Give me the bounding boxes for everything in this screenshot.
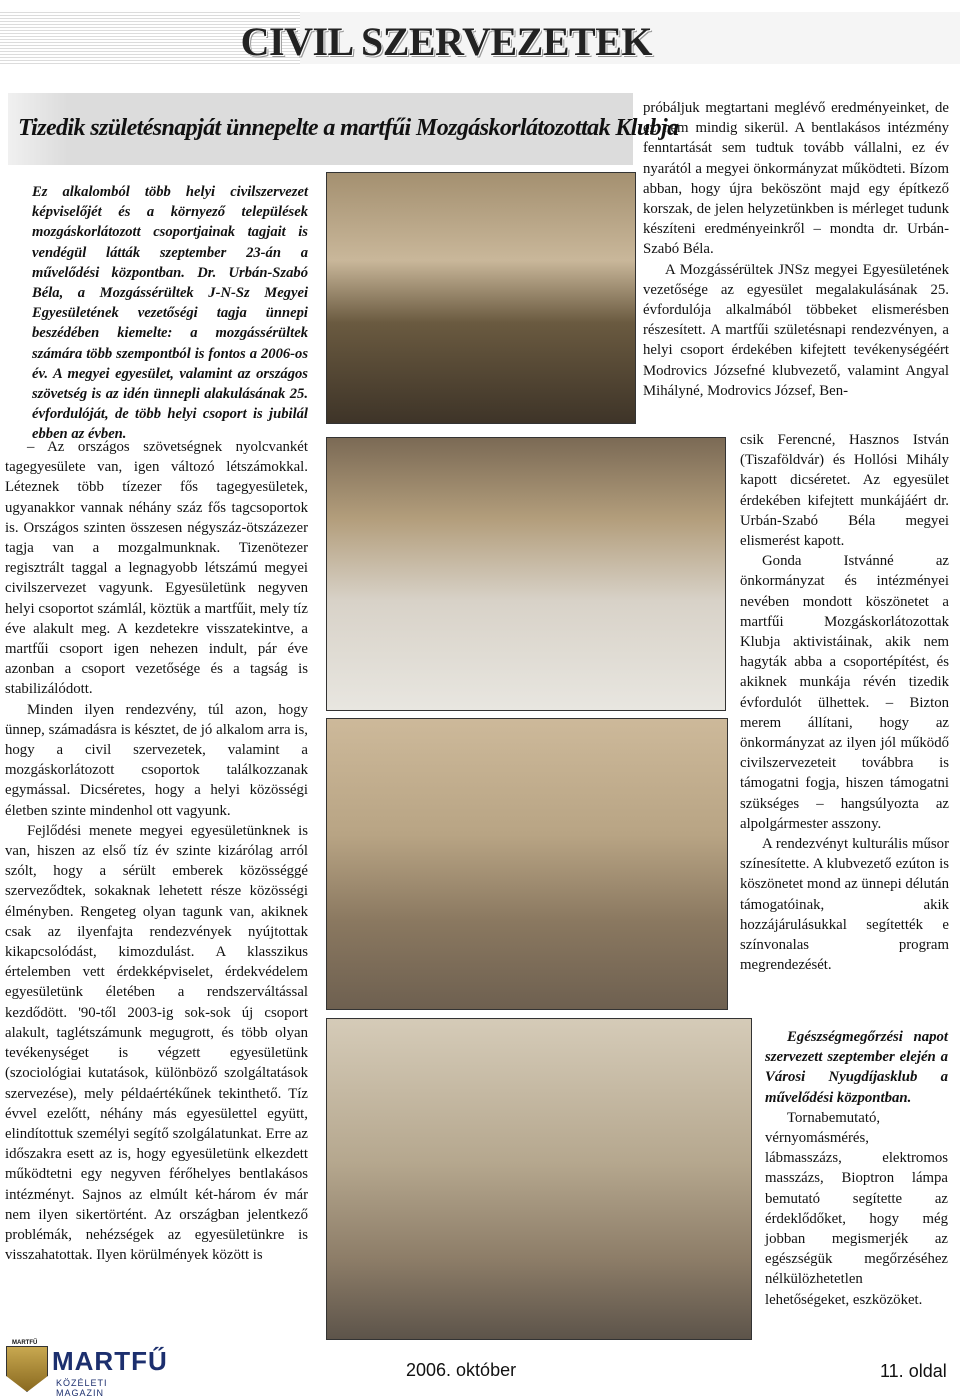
- section-title: CIVIL SZERVEZETEK: [240, 19, 652, 64]
- guests-photo: [326, 718, 728, 1010]
- crest-label: MARTFŰ: [12, 1340, 38, 1346]
- right-paragraph: csik Ferencné, Hasznos István (Tiszaföldvár) és Hollósi Mihály kapott dicséretet. Az egyesület érdekében kifejtett munkájáért dr. Urbán-Szabó Béla megyei elismerést kapott.: [740, 432, 949, 550]
- page-number: 11. oldal: [880, 1361, 947, 1381]
- right-column-top: [643, 98, 949, 401]
- health-day-lead: Egészségmegőrzési napot szervezett szeptember elején a Városi Nyugdíjasklub a művelődési központban.: [765, 1029, 948, 1106]
- left-paragraph: – Az országos szövetségnek nyolcvankét tagegyesülete van, igen változó létszámokkal. Léteznek több tízezer fős tagegyesületek, ugyanakkor vannak néhány száz fős tagcsoportok is. Országos szinten összesen négyszáz-ötszázezer tagja van a mozgalmunknak. Tizenötezer regisztrált taggal a legnagyobb létszámú megyei civilszervezet vagyunk. Egyesületünk negyven helyi csoportot számlál, köztük a martfűit, mely tíz éve alakult meg. A kezdetekre visszatekintve, a martfűi csoport igen nehezen indult, pár éve azonban a csoport vezetősége és a tagság is stabilizálódott.: [5, 439, 308, 698]
- right-paragraph: A rendezvényt kulturális műsor színesítette. A klubvezető ezúton is köszönetet mond az ünnepi délután támogatóinak, akik hozzájárulásukkal segítették e színvonalas program megrendezését.: [740, 836, 949, 974]
- issue-date: 2006. október: [406, 1360, 517, 1380]
- health-day-photo: [326, 1018, 752, 1340]
- crest-icon: [6, 1346, 48, 1392]
- health-day-body: Tornabemutató, vérnyomásmérés, lábmasszázs, elektromos masszázs, Bioptron lámpa bemutató segítette az érdeklődőket, hogy még jobban megismerjék az egészségük megőrzéséhez nélkülözhetetlen lehetőségeket, eszközöket.: [765, 1109, 948, 1308]
- right-paragraph: A Mozgássérültek JNSz megyei Egyesületének vezetősége az egyesület megalakulásának 25. évfordulója alkalmából többeket elismerésben részesített. A martfűi születésnapi rendezvényen, a helyi csoport érdekében kifejtett tevékenységéért Modrovics Józsefné klubvezető, valamint Angyal Mihályné, Modrovics József, Ben-: [643, 261, 949, 399]
- right-paragraph: Gonda Istvánné az önkormányzat és intézményei nevében mondott köszönetet a martfűi Mozgáskorlátozottak Klubja aktivistáinak, akik nem hagyták abba a csoportépítést, és akiknek munkája révén tizedik évfordulót ülhettek. – Bizton merem állítani, hogy az önkormányzat az ilyen jól működő civilszervezeteit továbbra is támogatni fogja, hiszen támogatni szükséges – hangsúlyozta az alpolgármester asszony.: [740, 553, 949, 832]
- article-title-bar: [8, 93, 679, 165]
- article-lead: Ez alkalomból több helyi civilszervezet képviselőjét és a környező települések mozgáskorlátozott csoportjainak tagjait is vendégül látták szeptember 23-án a művelődési központban. Dr. Urbán-Szabó Béla, a Mozgássérültek J-N-Sz Megyei Egyesületének vezetőségi tagja ünnepi beszédében kiemelte: a mozgássérültek számára több szempontból is fontos a 2006-os év. A megyei egyesület, valamint az országos szövetség is az idén ünnepli alakulásának 25. évfordulóját, de több helyi csoport is jubilál ebben az évben.: [32, 184, 308, 443]
- magazine-logo: [6, 1340, 168, 1398]
- health-day-column: [765, 1027, 948, 1310]
- right-column-middle: [740, 430, 949, 975]
- left-column: [5, 437, 308, 1265]
- article-title: Tizedik születésnapját ünnepelte a martfűi Mozgáskorlátozottak Klubja: [18, 115, 679, 141]
- left-paragraph: Minden ilyen rendezvény, túl azon, hogy ünnep, számadásra is késztet, de jó alkalom arra is, hogy a civil szervezetek, valamint a mozgáskorlátozott csoportok találkozzanak egymással. Dicséretes, hogy a helyi közösségi életben szinte mindenhol ott vagyunk.: [5, 701, 308, 819]
- magazine-subtitle: KÖZÉLETI MAGAZIN: [56, 1378, 108, 1398]
- header-band: [0, 0, 960, 78]
- banquet-photo: [326, 437, 726, 711]
- magazine-name: MARTFŰ: [52, 1346, 168, 1376]
- speakers-photo: [326, 172, 636, 424]
- right-paragraph: próbáljuk megtartani meglévő eredményeinket, de ez nem mindig sikerül. A bentlakásos intézmény fenntartását sem tudtuk tovább vállalni, ez év nyarától a megyei önkormányzat működteti. Bízom abban, hogy újra beköszönt majd egy építkező korszak, de jelen helyzetünkben is mérleget tudunk készíteni eredményeinkről – mondta dr. Urbán-Szabó Béla.: [643, 100, 949, 258]
- left-paragraph: Fejlődési menete megyei egyesületünknek is van, hiszen az első tíz év szinte kizárólag arról szólt, hogy a sérült emberek közösséggé szerveződtek, sokaknak lehetett része közösségi élményben. Rengeteg olyan tagunk van, akiknek csak az ilyenfajta rendezvények nyújtottak kikapcsolódást, kimozdulást. A klasszikus értelemben vett érdekképviselet, érdekvédelem egyesületünk életében a rendszerváltással kezdődött. '90-től 2003-ig sok-sok új csoport alakult, taglétszámunk megugrott, és több olyan tevékenységet is végzett egyesületünk (szociológiai kutatások, különböző szolgáltatások szervezése), mely példaértékűnek tekinthető. Tíz évvel ezelőtt, néhány más egyesülettel együtt, elindítottuk személyi segítő szolgálatunkat. Erre az időszakra esett az is, hogy egyesületünk elkezdett működtetni egy negyven férőhelyes bentlakásos intézményt. Sajnos az elmúlt két-három év már nem ilyen sikertörtént. Az országban jelentkező problémák, nehézségek az egyesületünkre is visszahatottak. Ilyen körülmények között is: [5, 822, 308, 1264]
